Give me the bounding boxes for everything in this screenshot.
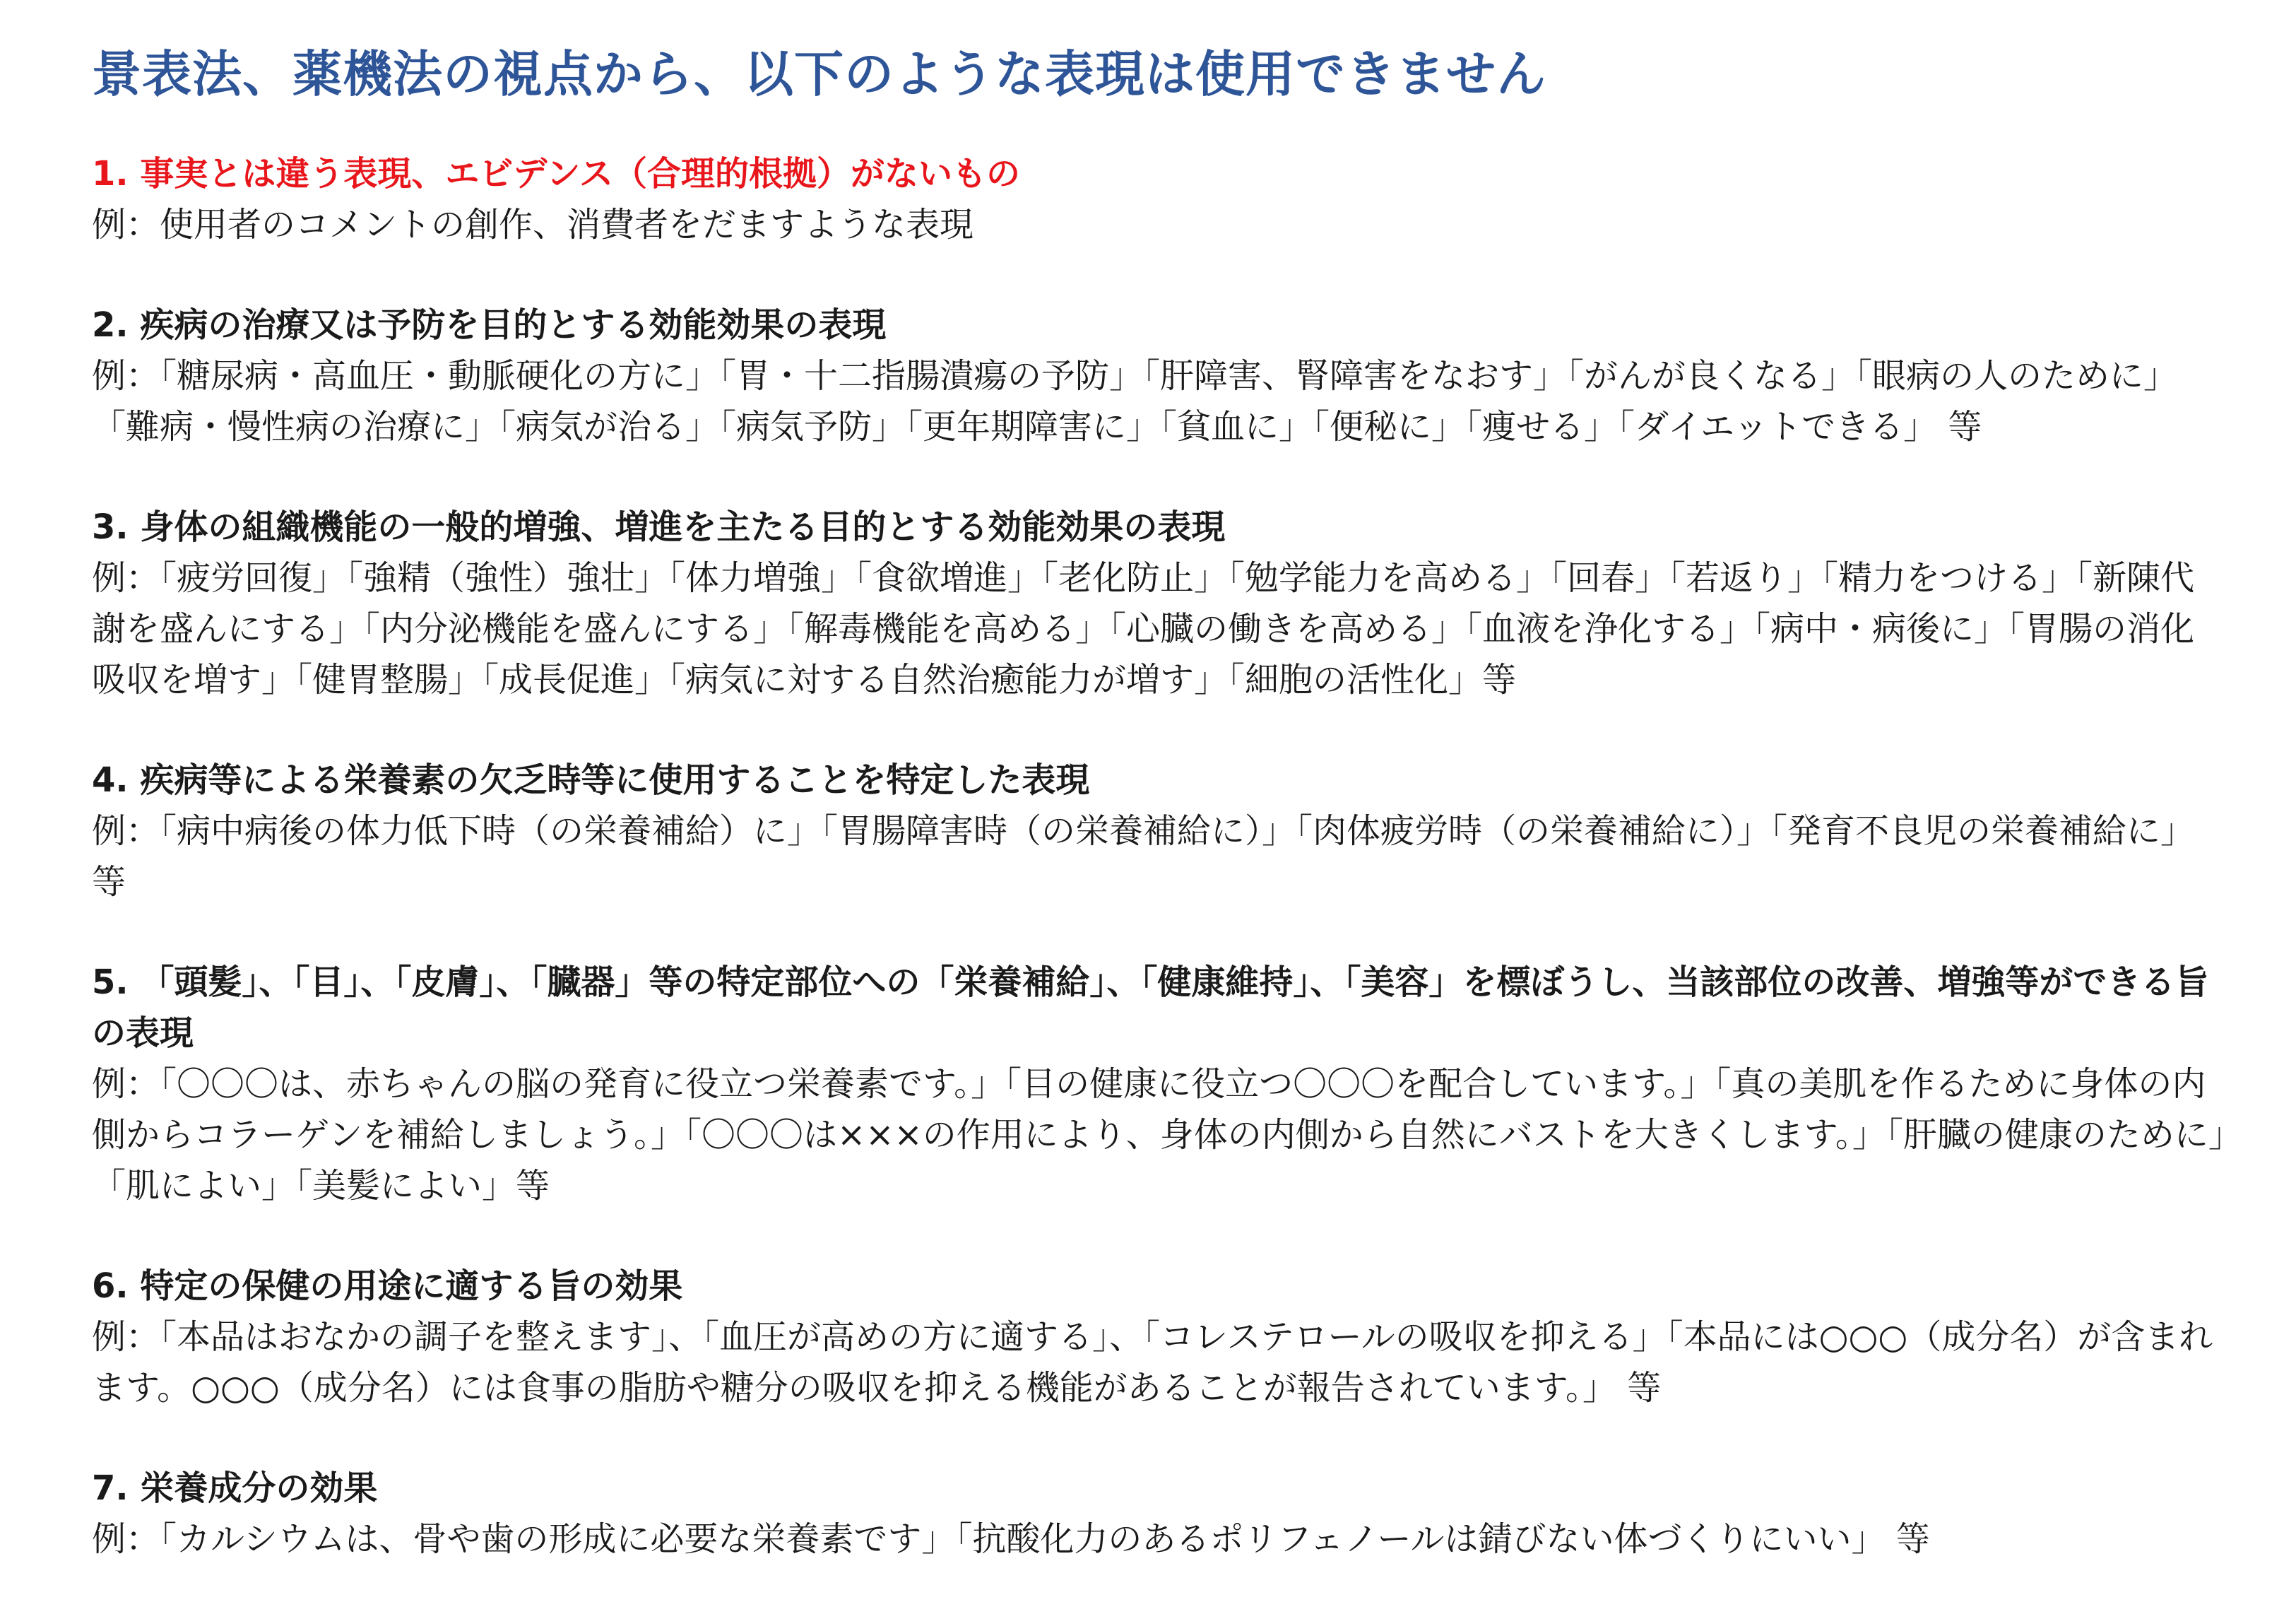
section-example: 例：「本品はおなかの調子を整えます」、「血圧が高めの方に適する」、「コレステロールの吸収を抑える」「本品には○○○（成分名）が含まれます。○○○（成分名）には食事の脂肪や糖分の吸収を抑える機能があることが報告されています。」 等 (92, 1317, 2213, 1408)
section-example: 例：「カルシウムは、骨や歯の形成に必要な栄養素です」「抗酸化力のあるポリフェノールは錆びない体づくりにいい」 等 (92, 1519, 1930, 1559)
document-page (92, 35, 2225, 1614)
section-5 (92, 957, 2225, 1211)
section-example: 例：使用者のコメントの創作、消費者をだますような表現 (92, 205, 974, 245)
section-7 (92, 1463, 2225, 1565)
section-6 (92, 1261, 2225, 1413)
page-title: 景表法、薬機法の視点から、以下のような表現は使用できません (92, 45, 1546, 103)
section-heading: 4. 疾病等による栄養素の欠乏時等に使用することを特定した表現 (92, 760, 1090, 800)
section-example: 例：「糖尿病・高血圧・動脈硬化の方に」「胃・十二指腸潰瘍の予防」「肝障害、腎障害をなおす」「がんが良くなる」「眼病の人のために」「難病・慢性病の治療に」「病気が治る」「病気予防」「更年期障害に」「貧血に」「便秘に」「痩せる」「ダイエットできる」 等 (92, 356, 2178, 447)
section-heading: 1. 事実とは違う表現、エビデンス（合理的根拠）がないもの (92, 154, 1020, 194)
section-heading: 3. 身体の組織機能の一般的増強、増進を主たる目的とする効能効果の表現 (92, 507, 1226, 547)
section-example: 例：「病中病後の体力低下時（の栄養補給）に」「胃腸障害時（の栄養補給に）」「肉体疲労時（の栄養補給に）」「発育不良児の栄養補給に」 等 (92, 811, 2195, 902)
section-1 (92, 148, 2225, 250)
section-example: 例：「疲労回復」「強精（強性）強壮」「体力増強」「食欲増進」「老化防止」「勉学能力を高める」「回春」「若返り」「精力をつける」「新陳代謝を盛んにする」「内分泌機能を盛んにする」「解毒機能を高める」「心臓の働きを高める」「血液を浄化する」「病中・病後に」「胃腸の消化吸収を増す」「健胃整腸」「成長促進」「病気に対する自然治癒能力が増す」「細胞の活性化」等 (92, 558, 2195, 700)
section-heading: 7. 栄養成分の効果 (92, 1468, 378, 1508)
section-heading: 5. 「頭髪」、「目」、「皮膚」、「臓器」等の特定部位への「栄養補給」、「健康維持」、「美容」を標ぼうし、当該部位の改善、増強等ができる旨の表現 (92, 962, 2209, 1053)
section-4 (92, 755, 2225, 907)
section-heading: 2. 疾病の治療又は予防を目的とする効能効果の表現 (92, 305, 887, 345)
section-heading: 6. 特定の保健の用途に適する旨の効果 (92, 1266, 683, 1306)
section-example: 例：「〇〇〇は、赤ちゃんの脳の発育に役立つ栄養素です。」「目の健康に役立つ〇〇〇を配合しています。」「真の美肌を作るために身体の内側からコラーゲンを補給しましょう。」「〇〇〇は×××の作用により、身体の内側から自然にバストを大きくします。」「肝臓の健康のために」「肌によい」「美髪によい」等 (92, 1064, 2225, 1206)
section-3 (92, 502, 2225, 705)
section-2 (92, 300, 2225, 452)
